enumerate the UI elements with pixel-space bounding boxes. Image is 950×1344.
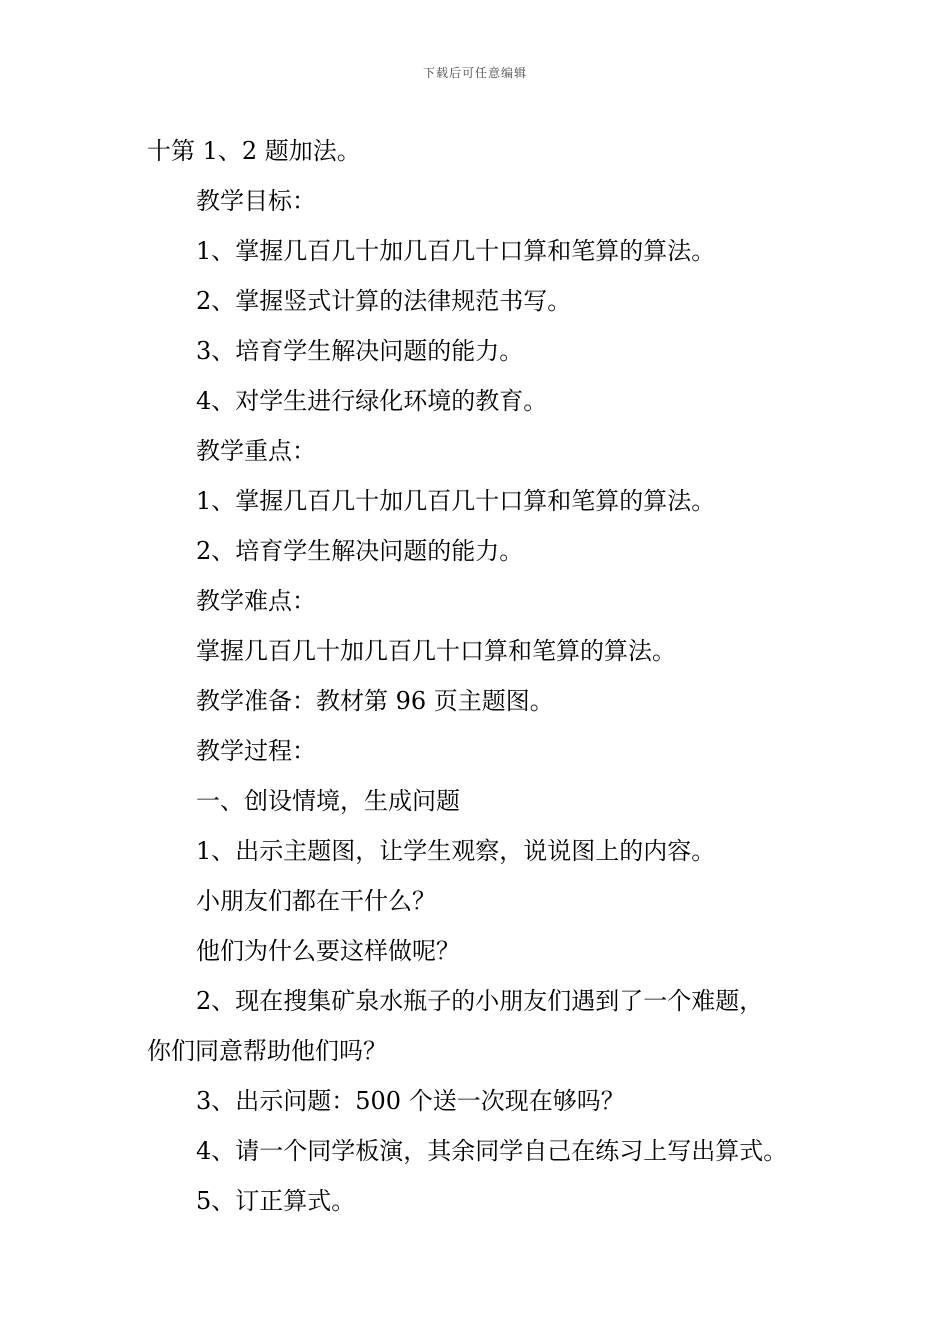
process-step-3: 3、出示问题：500 个送一次现在够吗？ xyxy=(196,1087,625,1115)
preparation-text: 教学准备：教材第 96 页主题图。 xyxy=(196,687,554,715)
heading-key-points: 教学重点： xyxy=(196,437,316,465)
key-point-item-2: 2、培育学生解决问题的能力。 xyxy=(196,537,524,565)
process-step-2-continuation: 你们同意帮助他们吗？ xyxy=(147,1037,387,1065)
key-point-item-1: 1、掌握几百几十加几百几十口算和笔算的算法。 xyxy=(196,487,716,515)
process-step-5: 5、订正算式。 xyxy=(196,1187,356,1215)
question-line-2: 他们为什么要这样做呢？ xyxy=(196,937,460,965)
question-line-1: 小朋友们都在干什么？ xyxy=(196,887,436,915)
process-step-4: 4、请一个同学板演，其余同学自己在练习上写出算式。 xyxy=(196,1137,788,1165)
goal-item-4: 4、对学生进行绿化环境的教育。 xyxy=(196,387,548,415)
heading-teaching-goals: 教学目标： xyxy=(196,187,316,215)
process-step-2: 2、现在搜集矿泉水瓶子的小朋友们遇到了一个难题， xyxy=(196,987,764,1015)
process-section-1: 一、创设情境，生成问题 xyxy=(196,787,460,815)
goal-item-2: 2、掌握竖式计算的法律规范书写。 xyxy=(196,287,572,315)
document-body xyxy=(147,126,827,1226)
goal-item-3: 3、培育学生解决问题的能力。 xyxy=(196,337,524,365)
heading-difficulties: 教学难点： xyxy=(196,587,316,615)
page-header-note: 下载后可任意编辑 xyxy=(422,66,527,80)
heading-process: 教学过程： xyxy=(196,737,316,765)
difficulty-text: 掌握几百几十加几百几十口算和笔算的算法。 xyxy=(196,637,676,665)
process-step-1: 1、出示主题图，让学生观察，说说图上的内容。 xyxy=(196,837,716,865)
goal-item-1: 1、掌握几百几十加几百几十口算和笔算的算法。 xyxy=(196,237,716,265)
paragraph-continuation: 十第 1、2 题加法。 xyxy=(147,137,361,165)
